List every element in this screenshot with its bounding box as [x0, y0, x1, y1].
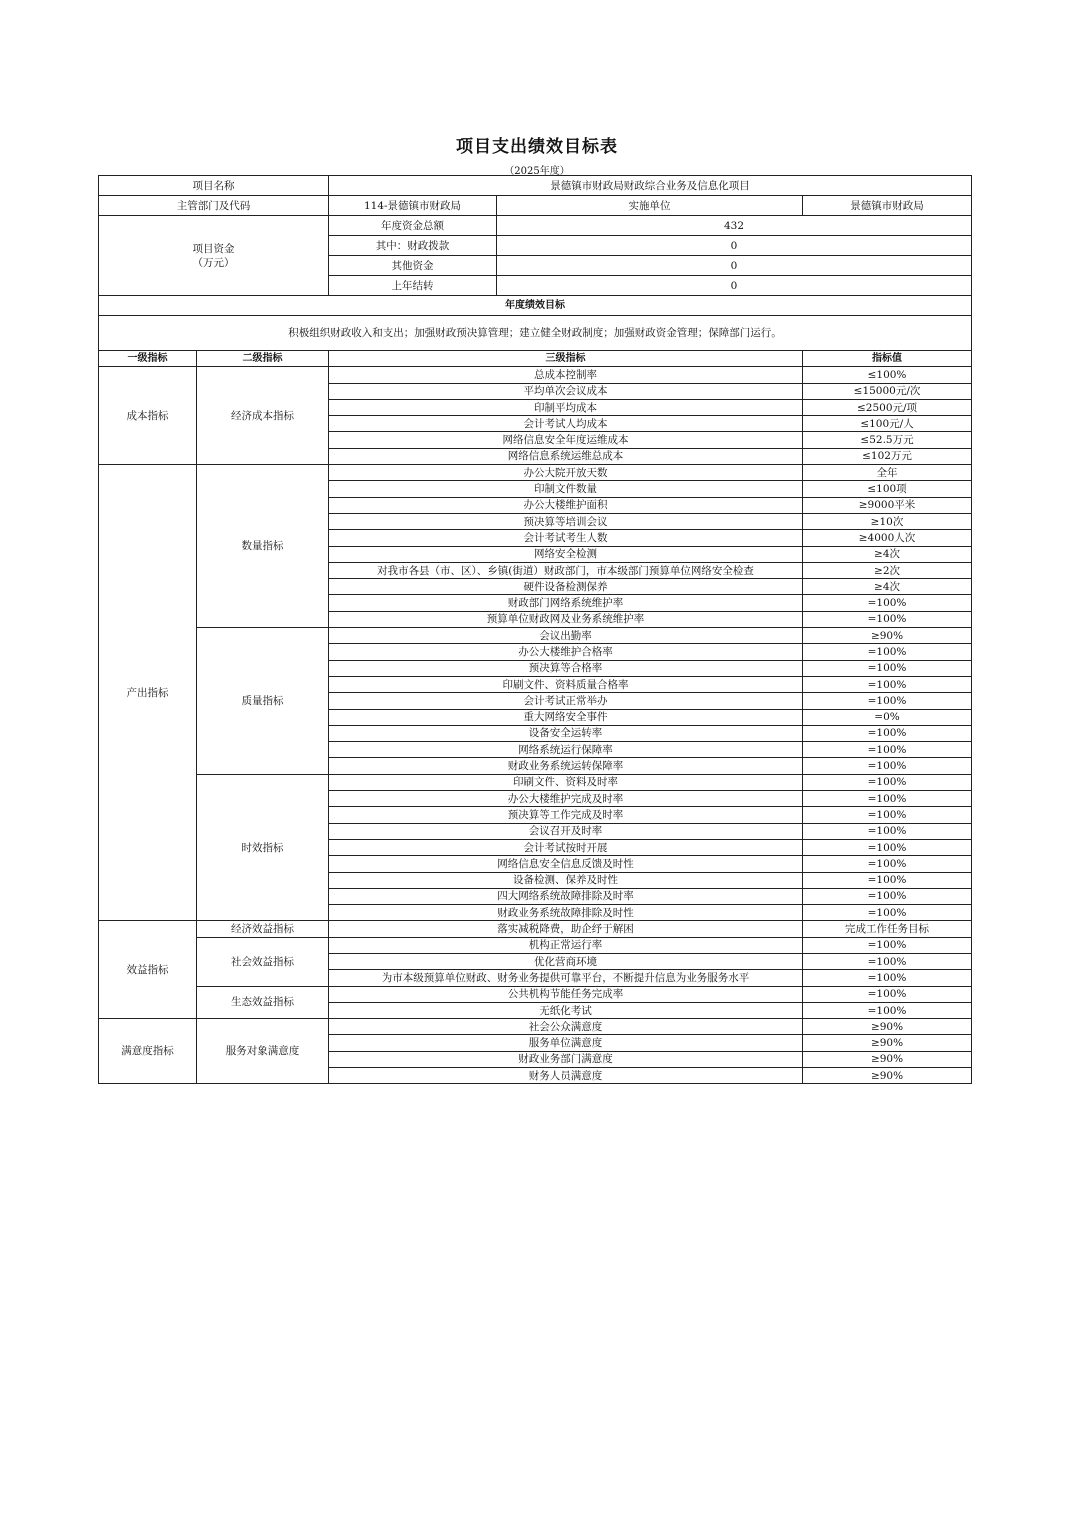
- fund-row-value: 0: [497, 256, 972, 276]
- level2-indicator: 社会效益指标: [197, 937, 329, 986]
- level3-indicator: 会计考试按时开展: [329, 839, 803, 855]
- indicator-value: ≤100项: [803, 481, 972, 497]
- level3-indicator: 会议召开及时率: [329, 823, 803, 839]
- level3-indicator: 公共机构节能任务完成率: [329, 986, 803, 1002]
- table-row: [99, 921, 972, 937]
- level3-indicator: 办公大楼维护合格率: [329, 644, 803, 660]
- fund-label-line2: （万元）: [192, 256, 235, 269]
- table-row: [99, 937, 972, 953]
- level3-indicator: 预算单位财政网及业务系统维护率: [329, 611, 803, 627]
- indicator-value: ≥2次: [803, 562, 972, 578]
- fund-label: [99, 216, 329, 296]
- level3-indicator: 设备安全运转率: [329, 725, 803, 741]
- indicator-value: ≥4次: [803, 546, 972, 562]
- indicator-value: 完成工作任务目标: [803, 921, 972, 937]
- level3-indicator: 财政业务系统故障排除及时性: [329, 905, 803, 921]
- col-header-l3: 三级指标: [329, 351, 803, 367]
- indicator-value: ≥90%: [803, 1035, 972, 1051]
- impl-label: 实施单位: [497, 196, 803, 216]
- level3-indicator: 无纸化考试: [329, 1002, 803, 1018]
- level3-indicator: 社会公众满意度: [329, 1019, 803, 1035]
- indicator-value: ≤100元/人: [803, 416, 972, 432]
- level1-indicator: 成本指标: [99, 367, 197, 465]
- level3-indicator: 服务单位满意度: [329, 1035, 803, 1051]
- indicator-value: =100%: [803, 937, 972, 953]
- col-header-value: 指标值: [803, 351, 972, 367]
- level3-indicator: 会计考试考生人数: [329, 530, 803, 546]
- table-row: [99, 465, 972, 481]
- level3-indicator: 落实减税降费，助企纾于解困: [329, 921, 803, 937]
- indicator-value: =100%: [803, 791, 972, 807]
- indicator-value: =100%: [803, 611, 972, 627]
- indicator-value: =100%: [803, 905, 972, 921]
- indicator-value: =100%: [803, 742, 972, 758]
- indicator-value: =100%: [803, 660, 972, 676]
- level3-indicator: 办公大楼维护完成及时率: [329, 791, 803, 807]
- level3-indicator: 预决算等工作完成及时率: [329, 807, 803, 823]
- level3-indicator: 网络信息安全信息反馈及时性: [329, 856, 803, 872]
- level3-indicator: 预决算等合格率: [329, 660, 803, 676]
- fund-label-line1: 项目资金: [192, 242, 235, 255]
- level3-indicator: 办公大楼维护面积: [329, 497, 803, 513]
- fund-row-label: 年度资金总额: [329, 216, 497, 236]
- impl-value: 景德镇市财政局: [803, 196, 972, 216]
- level3-indicator: 网络信息安全年度运维成本: [329, 432, 803, 448]
- indicator-value: =100%: [803, 758, 972, 774]
- dept-value: 114-景德镇市财政局: [329, 196, 497, 216]
- indicator-value: =100%: [803, 970, 972, 986]
- fund-row-label: 其中：财政拨款: [329, 236, 497, 256]
- annual-goal-text: 积极组织财政收入和支出；加强财政预决算管理；建立健全财政制度；加强财政资金管理；保障部门运行。: [99, 316, 972, 351]
- indicator-value: =100%: [803, 595, 972, 611]
- indicator-value: =100%: [803, 676, 972, 692]
- indicator-value: ≥4次: [803, 579, 972, 595]
- indicator-value: =100%: [803, 986, 972, 1002]
- level3-indicator: 总成本控制率: [329, 367, 803, 383]
- col-header-l2: 二级指标: [197, 351, 329, 367]
- indicator-value: ≥10次: [803, 513, 972, 529]
- level3-indicator: 会计考试正常举办: [329, 693, 803, 709]
- level1-indicator: 满意度指标: [99, 1019, 197, 1084]
- indicator-value: ≤52.5万元: [803, 432, 972, 448]
- indicator-value: 全年: [803, 465, 972, 481]
- level3-indicator: 印制文件数量: [329, 481, 803, 497]
- indicator-value: ≥90%: [803, 1068, 972, 1084]
- level3-indicator: 印刷文件、资料质量合格率: [329, 676, 803, 692]
- indicator-value: =100%: [803, 888, 972, 904]
- indicator-value: ≥90%: [803, 1019, 972, 1035]
- indicator-value: ≥90%: [803, 628, 972, 644]
- indicator-value: =100%: [803, 644, 972, 660]
- level3-indicator: 会议出勤率: [329, 628, 803, 644]
- fund-row-label: 上年结转: [329, 276, 497, 296]
- level3-indicator: 设备检测、保养及时性: [329, 872, 803, 888]
- table-row: [99, 367, 972, 383]
- dept-label: 主管部门及代码: [99, 196, 329, 216]
- level3-indicator: 财政业务部门满意度: [329, 1051, 803, 1067]
- indicator-value: =100%: [803, 856, 972, 872]
- fund-row-value: 0: [497, 236, 972, 256]
- project-name-label: 项目名称: [99, 176, 329, 196]
- indicator-value: =100%: [803, 1002, 972, 1018]
- level3-indicator: 财务人员满意度: [329, 1068, 803, 1084]
- level2-indicator: 生态效益指标: [197, 986, 329, 1019]
- fund-row-value: 432: [497, 216, 972, 236]
- year-label: （2025年度）: [504, 166, 570, 177]
- indicator-value: ≤100%: [803, 367, 972, 383]
- indicator-value: =100%: [803, 807, 972, 823]
- level3-indicator: 网络系统运行保障率: [329, 742, 803, 758]
- level2-indicator: 质量指标: [197, 628, 329, 775]
- level3-indicator: 财政部门网络系统维护率: [329, 595, 803, 611]
- level3-indicator: 四大网络系统故障排除及时率: [329, 888, 803, 904]
- indicator-value: ≥9000平米: [803, 497, 972, 513]
- indicator-value: =100%: [803, 725, 972, 741]
- annual-goal-header: 年度绩效目标: [99, 296, 972, 316]
- table-row: [99, 774, 972, 790]
- table-row: [99, 1019, 972, 1035]
- level1-indicator: 效益指标: [99, 921, 197, 1019]
- indicator-value: =100%: [803, 774, 972, 790]
- table-row: [99, 986, 972, 1002]
- level3-indicator: 为市本级预算单位财政、财务业务提供可靠平台，不断提升信息为业务服务水平: [329, 970, 803, 986]
- level3-indicator: 网络安全检测: [329, 546, 803, 562]
- project-name-value: 景德镇市财政局财政综合业务及信息化项目: [329, 176, 972, 196]
- level3-indicator: 重大网络安全事件: [329, 709, 803, 725]
- level3-indicator: 平均单次会议成本: [329, 383, 803, 399]
- level3-indicator: 机构正常运行率: [329, 937, 803, 953]
- table-row: [99, 628, 972, 644]
- level2-indicator: 时效指标: [197, 774, 329, 921]
- level3-indicator: 硬件设备检测保养: [329, 579, 803, 595]
- indicator-value: =100%: [803, 953, 972, 969]
- indicator-value: ≥90%: [803, 1051, 972, 1067]
- indicator-value: =100%: [803, 693, 972, 709]
- col-header-l1: 一级指标: [99, 351, 197, 367]
- level2-indicator: 服务对象满意度: [197, 1019, 329, 1084]
- indicator-value: ≤15000元/次: [803, 383, 972, 399]
- level2-indicator: 经济成本指标: [197, 367, 329, 465]
- level2-indicator: 经济效益指标: [197, 921, 329, 937]
- level3-indicator: 网络信息系统运维总成本: [329, 448, 803, 464]
- page-title: 项目支出绩效目标表: [456, 137, 618, 157]
- level2-indicator: 数量指标: [197, 465, 329, 628]
- performance-table: [98, 175, 972, 1084]
- indicator-value: =100%: [803, 872, 972, 888]
- indicator-value: =0%: [803, 709, 972, 725]
- level3-indicator: 财政业务系统运转保障率: [329, 758, 803, 774]
- indicator-value: ≥4000人次: [803, 530, 972, 546]
- level3-indicator: 预决算等培训会议: [329, 513, 803, 529]
- indicator-value: ≤102万元: [803, 448, 972, 464]
- level3-indicator: 优化营商环境: [329, 953, 803, 969]
- level3-indicator: 会计考试人均成本: [329, 416, 803, 432]
- level3-indicator: 印制平均成本: [329, 399, 803, 415]
- level3-indicator: 办公大院开放天数: [329, 465, 803, 481]
- indicator-value: ≤2500元/项: [803, 399, 972, 415]
- indicator-value: =100%: [803, 839, 972, 855]
- fund-row-value: 0: [497, 276, 972, 296]
- level3-indicator: 印刷文件、资料及时率: [329, 774, 803, 790]
- level1-indicator: 产出指标: [99, 465, 197, 921]
- level3-indicator: 对我市各县（市、区）、乡镇(街道）财政部门，市本级部门预算单位网络安全检查: [329, 562, 803, 578]
- indicator-value: =100%: [803, 823, 972, 839]
- fund-row-label: 其他资金: [329, 256, 497, 276]
